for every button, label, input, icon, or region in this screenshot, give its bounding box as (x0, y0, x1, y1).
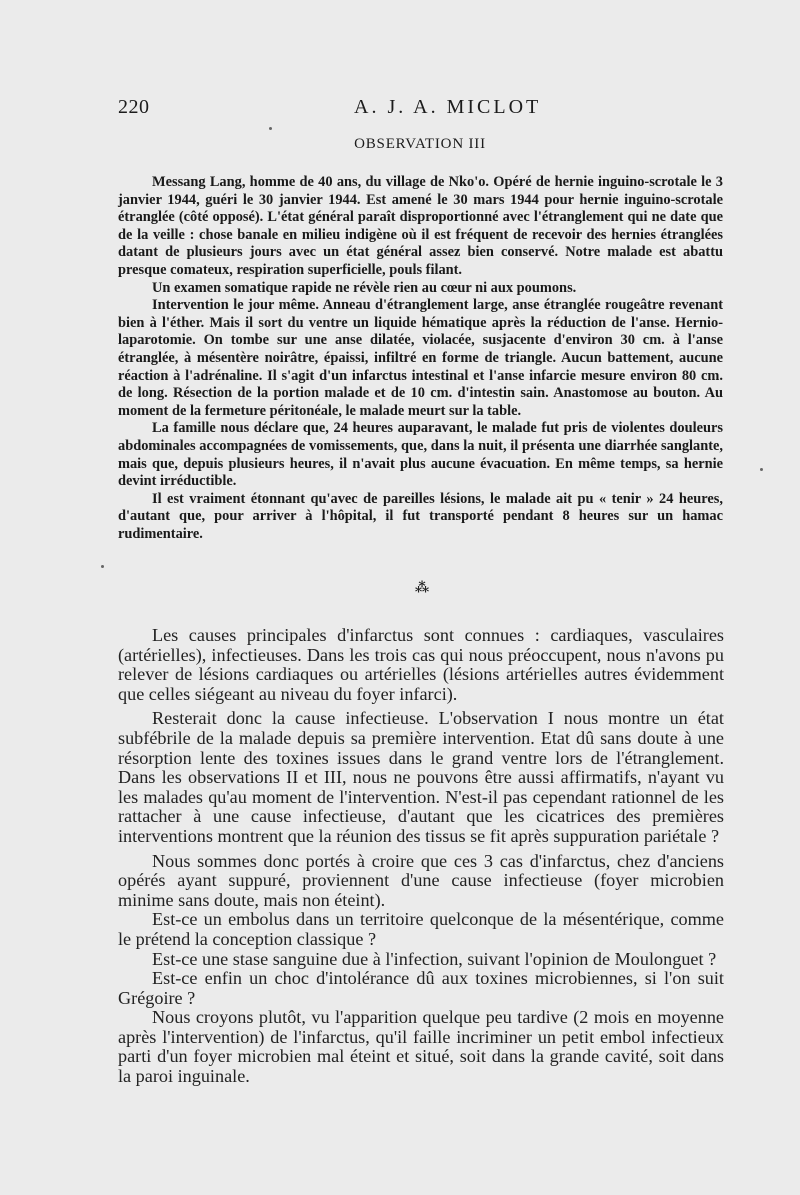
observation-paragraph: Intervention le jour même. Anneau d'étranglement large, anse étranglée rougeâtre revenant bien à l'éther. Mais il sort du ventre un liquide hématique après la réduction de l'anse. Hernio-laparotomie. On tombe sur une anse dilatée, violacée, susjacente d'environ 30 cm. à l'anse étranglée, à mésentère noirâtre, épaissi, infiltré en forme de triangle. Aucun battement, aucune réaction à l'adrénaline. Il s'agit d'un infarctus intestinal et l'anse infarcie mesure environ 80 cm. de long. Résection de la portion malade et de 10 cm. d'intestin sain. Anastomose au bouton. Au moment de la fermeture péritonéale, le malade meurt sur la table. (118, 297, 723, 419)
running-head (118, 96, 718, 122)
discussion-paragraph: Est-ce enfin un choc d'intolérance dû aux toxines microbiennes, si l'on suit Grégoire ? (118, 968, 724, 1008)
running-head-author: A. J. A. MICLOT (354, 96, 542, 118)
observation-paragraph: Il est vraiment étonnant qu'avec de pareilles lésions, le malade ait pu « tenir » 24 heures, d'autant que, pour arriver à l'hôpital, il fut transporté pendant 8 heures sur un hamac rudimentaire. (118, 490, 723, 542)
paper-speck (760, 468, 763, 471)
observation-title: OBSERVATION III (354, 136, 486, 152)
discussion-text (118, 626, 724, 1087)
discussion-paragraph: Les causes principales d'infarctus sont connues : cardiaques, vasculaires (artérielles), infectieuses. Dans les trois cas qui nous préoccupent, nous n'avons pu relever de lésions cardiaques ou artérielles (lésions artérielles autres évidemment que celles siégeant au niveau du foyer infarci). (118, 625, 724, 704)
discussion-paragraph: Est-ce un embolus dans un territoire quelconque de la mésentérique, comme le prétend la conception classique ? (118, 909, 724, 949)
observation-paragraph: Un examen somatique rapide ne révèle rien au cœur ni aux poumons. (152, 279, 577, 296)
page-number: 220 (118, 96, 150, 118)
observation-paragraph: Messang Lang, homme de 40 ans, du village de Nko'o. Opéré de hernie inguino-scrotale le 3 janvier 1944, guéri le 30 janvier 1944. Est amené le 30 mars 1944 pour hernie inguino-scrotale étranglée (côté opposé). L'état général paraît disproportionné avec l'étranglement qui ne date que de la veille : chose banale en milieu indigène où il est fréquent de recevoir des hernies étranglées datant de plusieurs jours avec un état général assez bien conservé. Notre malade est abattu presque comateux, respiration superficielle, pouls filant. (118, 174, 723, 278)
paper-speck (269, 127, 272, 130)
paper-speck (101, 565, 104, 568)
asterism-separator: ⁂ (414, 581, 430, 596)
discussion-paragraph: Resterait donc la cause infectieuse. L'observation I nous montre un état subfébrile de la malade depuis sa première intervention. Etat dû sans doute à une résorption lente des toxines issues dans le grand ventre lors de l'étranglement. Dans les observations II et III, nous ne pouvons être aussi affirmatifs, n'ayant vu les malades qu'au moment de l'intervention. N'est-il pas cependant rationnel de les rattacher à une cause infectieuse, d'autant que les cicatrices des premières interventions montrent que la réunion des tissus se fit après suppuration pariétale ? (118, 708, 724, 846)
discussion-paragraph: Nous sommes donc portés à croire que ces 3 cas d'infarctus, chez d'anciens opérés ayant suppuré, proviennent d'une cause infectieuse (foyer microbien minime sans doute, mais non éteint). (118, 850, 724, 910)
discussion-paragraph: Est-ce une stase sanguine due à l'infection, suivant l'opinion de Moulonguet ? (152, 948, 717, 969)
observation-text (118, 174, 723, 543)
observation-paragraph: La famille nous déclare que, 24 heures auparavant, le malade fut pris de violentes douleurs abdominales accompagnées de vomissements, que, dans la nuit, il présenta une diarrhée sanglante, mais que, depuis plusieurs heures, il n'avait plus aucune évacuation. En même temps, sa hernie devint irréductible. (118, 420, 723, 490)
discussion-paragraph: Nous croyons plutôt, vu l'apparition quelque peu tardive (2 mois en moyenne après l'intervention) de l'infarctus, qu'il faille incriminer un petit embol infectieux parti d'un foyer microbien mal éteint et situé, soit dans la grande cavité, soit dans la paroi inguinale. (118, 1007, 724, 1087)
